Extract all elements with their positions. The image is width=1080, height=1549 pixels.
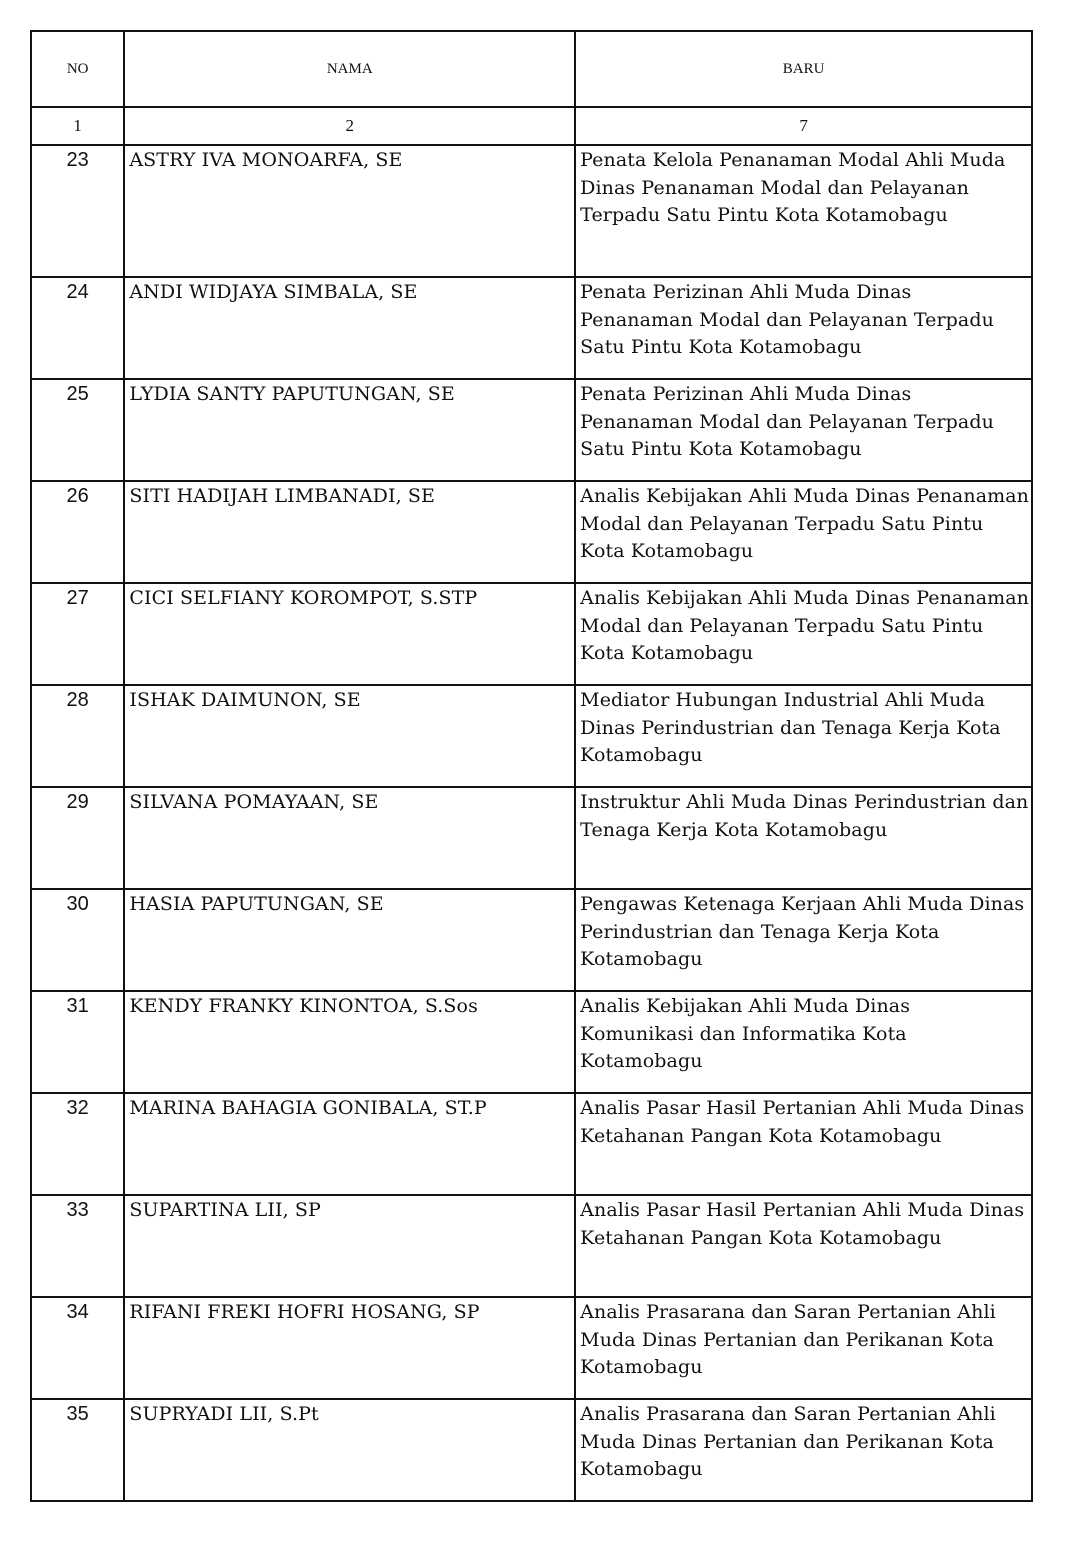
personnel-table [30, 30, 1033, 1502]
row-name: SUPRYADI LII, S.Pt [124, 1399, 575, 1501]
row-position: Instruktur Ahli Muda Dinas Perindustrian dan Tenaga Kerja Kota Kotamobagu [575, 787, 1032, 889]
row-name: SITI HADIJAH LIMBANADI, SE [124, 481, 575, 583]
table-row [31, 1195, 1032, 1297]
row-number: 23 [31, 145, 124, 277]
table-row [31, 379, 1032, 481]
row-number: 25 [31, 379, 124, 481]
table-row [31, 481, 1032, 583]
column-number-nama: 2 [124, 107, 575, 145]
row-name: ANDI WIDJAYA SIMBALA, SE [124, 277, 575, 379]
row-number: 30 [31, 889, 124, 991]
table-row [31, 583, 1032, 685]
table-row [31, 685, 1032, 787]
table-row [31, 1093, 1032, 1195]
row-position: Penata Perizinan Ahli Muda Dinas Penanaman Modal dan Pelayanan Terpadu Satu Pintu Kota Kotamobagu [575, 277, 1032, 379]
row-number: 28 [31, 685, 124, 787]
column-number-row [31, 107, 1032, 145]
row-name: KENDY FRANKY KINONTOA, S.Sos [124, 991, 575, 1093]
row-position: Penata Kelola Penanaman Modal Ahli Muda Dinas Penanaman Modal dan Pelayanan Terpadu Satu Pintu Kota Kotamobagu [575, 145, 1032, 277]
row-position: Penata Perizinan Ahli Muda Dinas Penanaman Modal dan Pelayanan Terpadu Satu Pintu Kota Kotamobagu [575, 379, 1032, 481]
header-no: NO [31, 31, 124, 107]
row-name: SILVANA POMAYAAN, SE [124, 787, 575, 889]
row-name: HASIA PAPUTUNGAN, SE [124, 889, 575, 991]
row-name: SUPARTINA LII, SP [124, 1195, 575, 1297]
table-row [31, 145, 1032, 277]
table-row [31, 1399, 1032, 1501]
column-number-baru: 7 [575, 107, 1032, 145]
row-name: ISHAK DAIMUNON, SE [124, 685, 575, 787]
row-position: Analis Kebijakan Ahli Muda Dinas Komunikasi dan Informatika Kota Kotamobagu [575, 991, 1032, 1093]
table-row [31, 787, 1032, 889]
row-position: Analis Kebijakan Ahli Muda Dinas Penanaman Modal dan Pelayanan Terpadu Satu Pintu Kota Kotamobagu [575, 583, 1032, 685]
row-position: Mediator Hubungan Industrial Ahli Muda Dinas Perindustrian dan Tenaga Kerja Kota Kotamobagu [575, 685, 1032, 787]
header-baru: BARU [575, 31, 1032, 107]
row-position: Analis Pasar Hasil Pertanian Ahli Muda Dinas Ketahanan Pangan Kota Kotamobagu [575, 1195, 1032, 1297]
row-position: Analis Pasar Hasil Pertanian Ahli Muda Dinas Ketahanan Pangan Kota Kotamobagu [575, 1093, 1032, 1195]
table-row [31, 991, 1032, 1093]
table-row [31, 277, 1032, 379]
row-name: RIFANI FREKI HOFRI HOSANG, SP [124, 1297, 575, 1399]
row-name: ASTRY IVA MONOARFA, SE [124, 145, 575, 277]
row-number: 26 [31, 481, 124, 583]
row-name: CICI SELFIANY KOROMPOT, S.STP [124, 583, 575, 685]
row-position: Analis Prasarana dan Saran Pertanian Ahli Muda Dinas Pertanian dan Perikanan Kota Kotamobagu [575, 1399, 1032, 1501]
row-number: 31 [31, 991, 124, 1093]
row-number: 35 [31, 1399, 124, 1501]
row-number: 24 [31, 277, 124, 379]
table-body [31, 31, 1032, 1501]
header-row [31, 31, 1032, 107]
table-row [31, 1297, 1032, 1399]
row-position: Pengawas Ketenaga Kerjaan Ahli Muda Dinas Perindustrian dan Tenaga Kerja Kota Kotamobagu [575, 889, 1032, 991]
row-position: Analis Prasarana dan Saran Pertanian Ahli Muda Dinas Pertanian dan Perikanan Kota Kotamobagu [575, 1297, 1032, 1399]
header-nama: NAMA [124, 31, 575, 107]
column-number-no: 1 [31, 107, 124, 145]
row-number: 34 [31, 1297, 124, 1399]
row-number: 27 [31, 583, 124, 685]
row-name: MARINA BAHAGIA GONIBALA, ST.P [124, 1093, 575, 1195]
row-number: 29 [31, 787, 124, 889]
row-name: LYDIA SANTY PAPUTUNGAN, SE [124, 379, 575, 481]
table-row [31, 889, 1032, 991]
row-number: 33 [31, 1195, 124, 1297]
row-position: Analis Kebijakan Ahli Muda Dinas Penanaman Modal dan Pelayanan Terpadu Satu Pintu Kota Kotamobagu [575, 481, 1032, 583]
row-number: 32 [31, 1093, 124, 1195]
